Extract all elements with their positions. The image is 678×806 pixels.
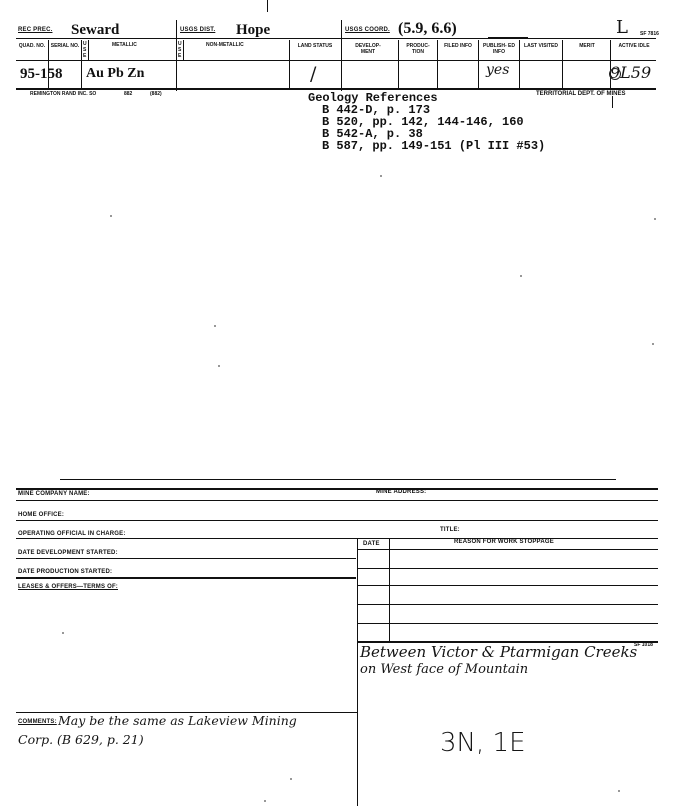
- mine-company-label: MINE COMPANY NAME:: [18, 491, 90, 497]
- speck: [652, 343, 654, 345]
- serial-no-header: SERIAL NO.: [50, 43, 80, 49]
- lower-form-top-rule: [16, 488, 658, 490]
- speck: [110, 215, 112, 217]
- comments-line1: May be the same as Lakeview Mining: [58, 713, 297, 728]
- land-status-value: /: [310, 63, 317, 85]
- geology-ref: B 442-D, p. 173: [322, 103, 431, 117]
- printer-credit: REMINGTON RAND INC. SO: [30, 91, 97, 97]
- title-label: TITLE:: [440, 527, 460, 533]
- date-production-label: DATE PRODUCTION STARTED:: [18, 569, 113, 575]
- metallic-header: METALLIC: [112, 42, 137, 48]
- record-bottom-rule: [16, 88, 656, 90]
- divider: [88, 40, 89, 60]
- metallic-value: Au Pb Zn: [86, 66, 145, 81]
- divider: [437, 40, 438, 88]
- rule: [16, 538, 658, 539]
- rule: [16, 558, 356, 559]
- speck: [380, 175, 382, 177]
- usgs-coord-value: (5.9, 6.6): [398, 20, 457, 37]
- geology-ref: B 520, pp. 142, 144-146, 160: [322, 115, 524, 129]
- operating-official-label: OPERATING OFFICIAL IN CHARGE:: [18, 531, 126, 537]
- active-idle-circle: [609, 68, 621, 80]
- quad-serial-value: 95-158: [20, 66, 63, 82]
- comments-line2: Corp. (B 629, p. 21): [18, 732, 144, 747]
- production-header: PRODUC- TION: [406, 43, 430, 55]
- top-tick: [267, 0, 268, 12]
- rule: [16, 500, 658, 501]
- columns-rule: [16, 60, 656, 61]
- speck: [218, 365, 220, 367]
- rec-prec-value: Seward: [71, 22, 120, 38]
- top-margin-rule: [60, 479, 616, 480]
- form-code: 882: [124, 91, 133, 97]
- leases-label: LEASES & OFFERS—TERMS OF:: [18, 584, 119, 590]
- development-header: DEVELOP- MENT: [355, 43, 381, 55]
- divider: [519, 40, 520, 88]
- table-date-divider: [389, 538, 390, 642]
- usgs-coord-label: USGS COORD.: [345, 27, 390, 33]
- last-visited-header: LAST VISITED: [524, 43, 558, 49]
- rule: [357, 623, 658, 624]
- speck: [654, 218, 656, 220]
- township-range: 3N, 1E: [440, 728, 526, 758]
- filed-info-header: FILED INFO: [444, 43, 472, 49]
- use-header: U S E: [83, 41, 87, 59]
- location-note-line1: Between Victor & Ptarmigan Creeks: [360, 643, 638, 661]
- location-note-line2: on West face of Mountain: [360, 662, 529, 677]
- rule: [16, 577, 356, 579]
- geology-title: Geology References: [308, 91, 438, 105]
- date-development-label: DATE DEVELOPMENT STARTED:: [18, 550, 118, 556]
- form-code-2: (882): [150, 91, 162, 97]
- date-column-header: DATE: [363, 541, 380, 547]
- speck: [520, 275, 522, 277]
- small-form-number: SF 1018: [634, 642, 653, 648]
- divider: [81, 40, 82, 88]
- mine-address-label: MINE ADDRESS:: [376, 489, 427, 495]
- divider: [176, 20, 177, 91]
- merit-header: MERIT: [579, 43, 595, 49]
- speck: [214, 325, 216, 327]
- use-header-2: U S E: [178, 41, 182, 59]
- divider: [562, 40, 563, 88]
- divider: [183, 40, 184, 60]
- usgs-dist-value: Hope: [236, 22, 271, 38]
- rec-prec-label: REC PREC.: [18, 27, 53, 33]
- form-number: SF 7816: [640, 31, 659, 37]
- speck: [62, 632, 64, 634]
- active-idle-header: ACTIVE IDLE: [618, 43, 650, 49]
- land-status-header: LAND STATUS: [297, 43, 333, 49]
- speck: [264, 800, 266, 802]
- speck: [618, 790, 620, 792]
- divider: [289, 40, 290, 88]
- coord-underline: [488, 37, 528, 38]
- speck: [290, 778, 292, 780]
- quad-no-header: QUAD. NO.: [18, 43, 46, 49]
- rule: [357, 585, 658, 586]
- tick: [612, 96, 613, 108]
- published-info-header: PUBLISH- ED INFO: [483, 43, 515, 55]
- usgs-dist-label: USGS DIST.: [180, 27, 216, 33]
- rule: [357, 549, 658, 550]
- geology-ref: B 542-A, p. 38: [322, 127, 423, 141]
- table-left-border: [357, 538, 358, 806]
- nonmetallic-header: NON-METALLIC: [206, 42, 244, 48]
- published-info-value: yes: [486, 62, 510, 78]
- divider: [341, 20, 342, 91]
- divider: [478, 40, 479, 88]
- corner-mark: L: [616, 17, 628, 38]
- geology-ref: B 587, pp. 149-151 (Pl III #53): [322, 139, 546, 153]
- divider: [398, 40, 399, 88]
- home-office-label: HOME OFFICE:: [18, 512, 65, 518]
- rule: [357, 604, 658, 605]
- rule: [357, 568, 658, 569]
- territorial-dept: TERRITORIAL DEPT. OF MINES: [536, 91, 626, 97]
- reason-column-header: REASON FOR WORK STOPPAGE: [454, 539, 554, 545]
- active-idle-value: 9L59: [610, 63, 652, 82]
- comments-label: COMMENTS:: [18, 719, 57, 725]
- rule: [16, 520, 658, 521]
